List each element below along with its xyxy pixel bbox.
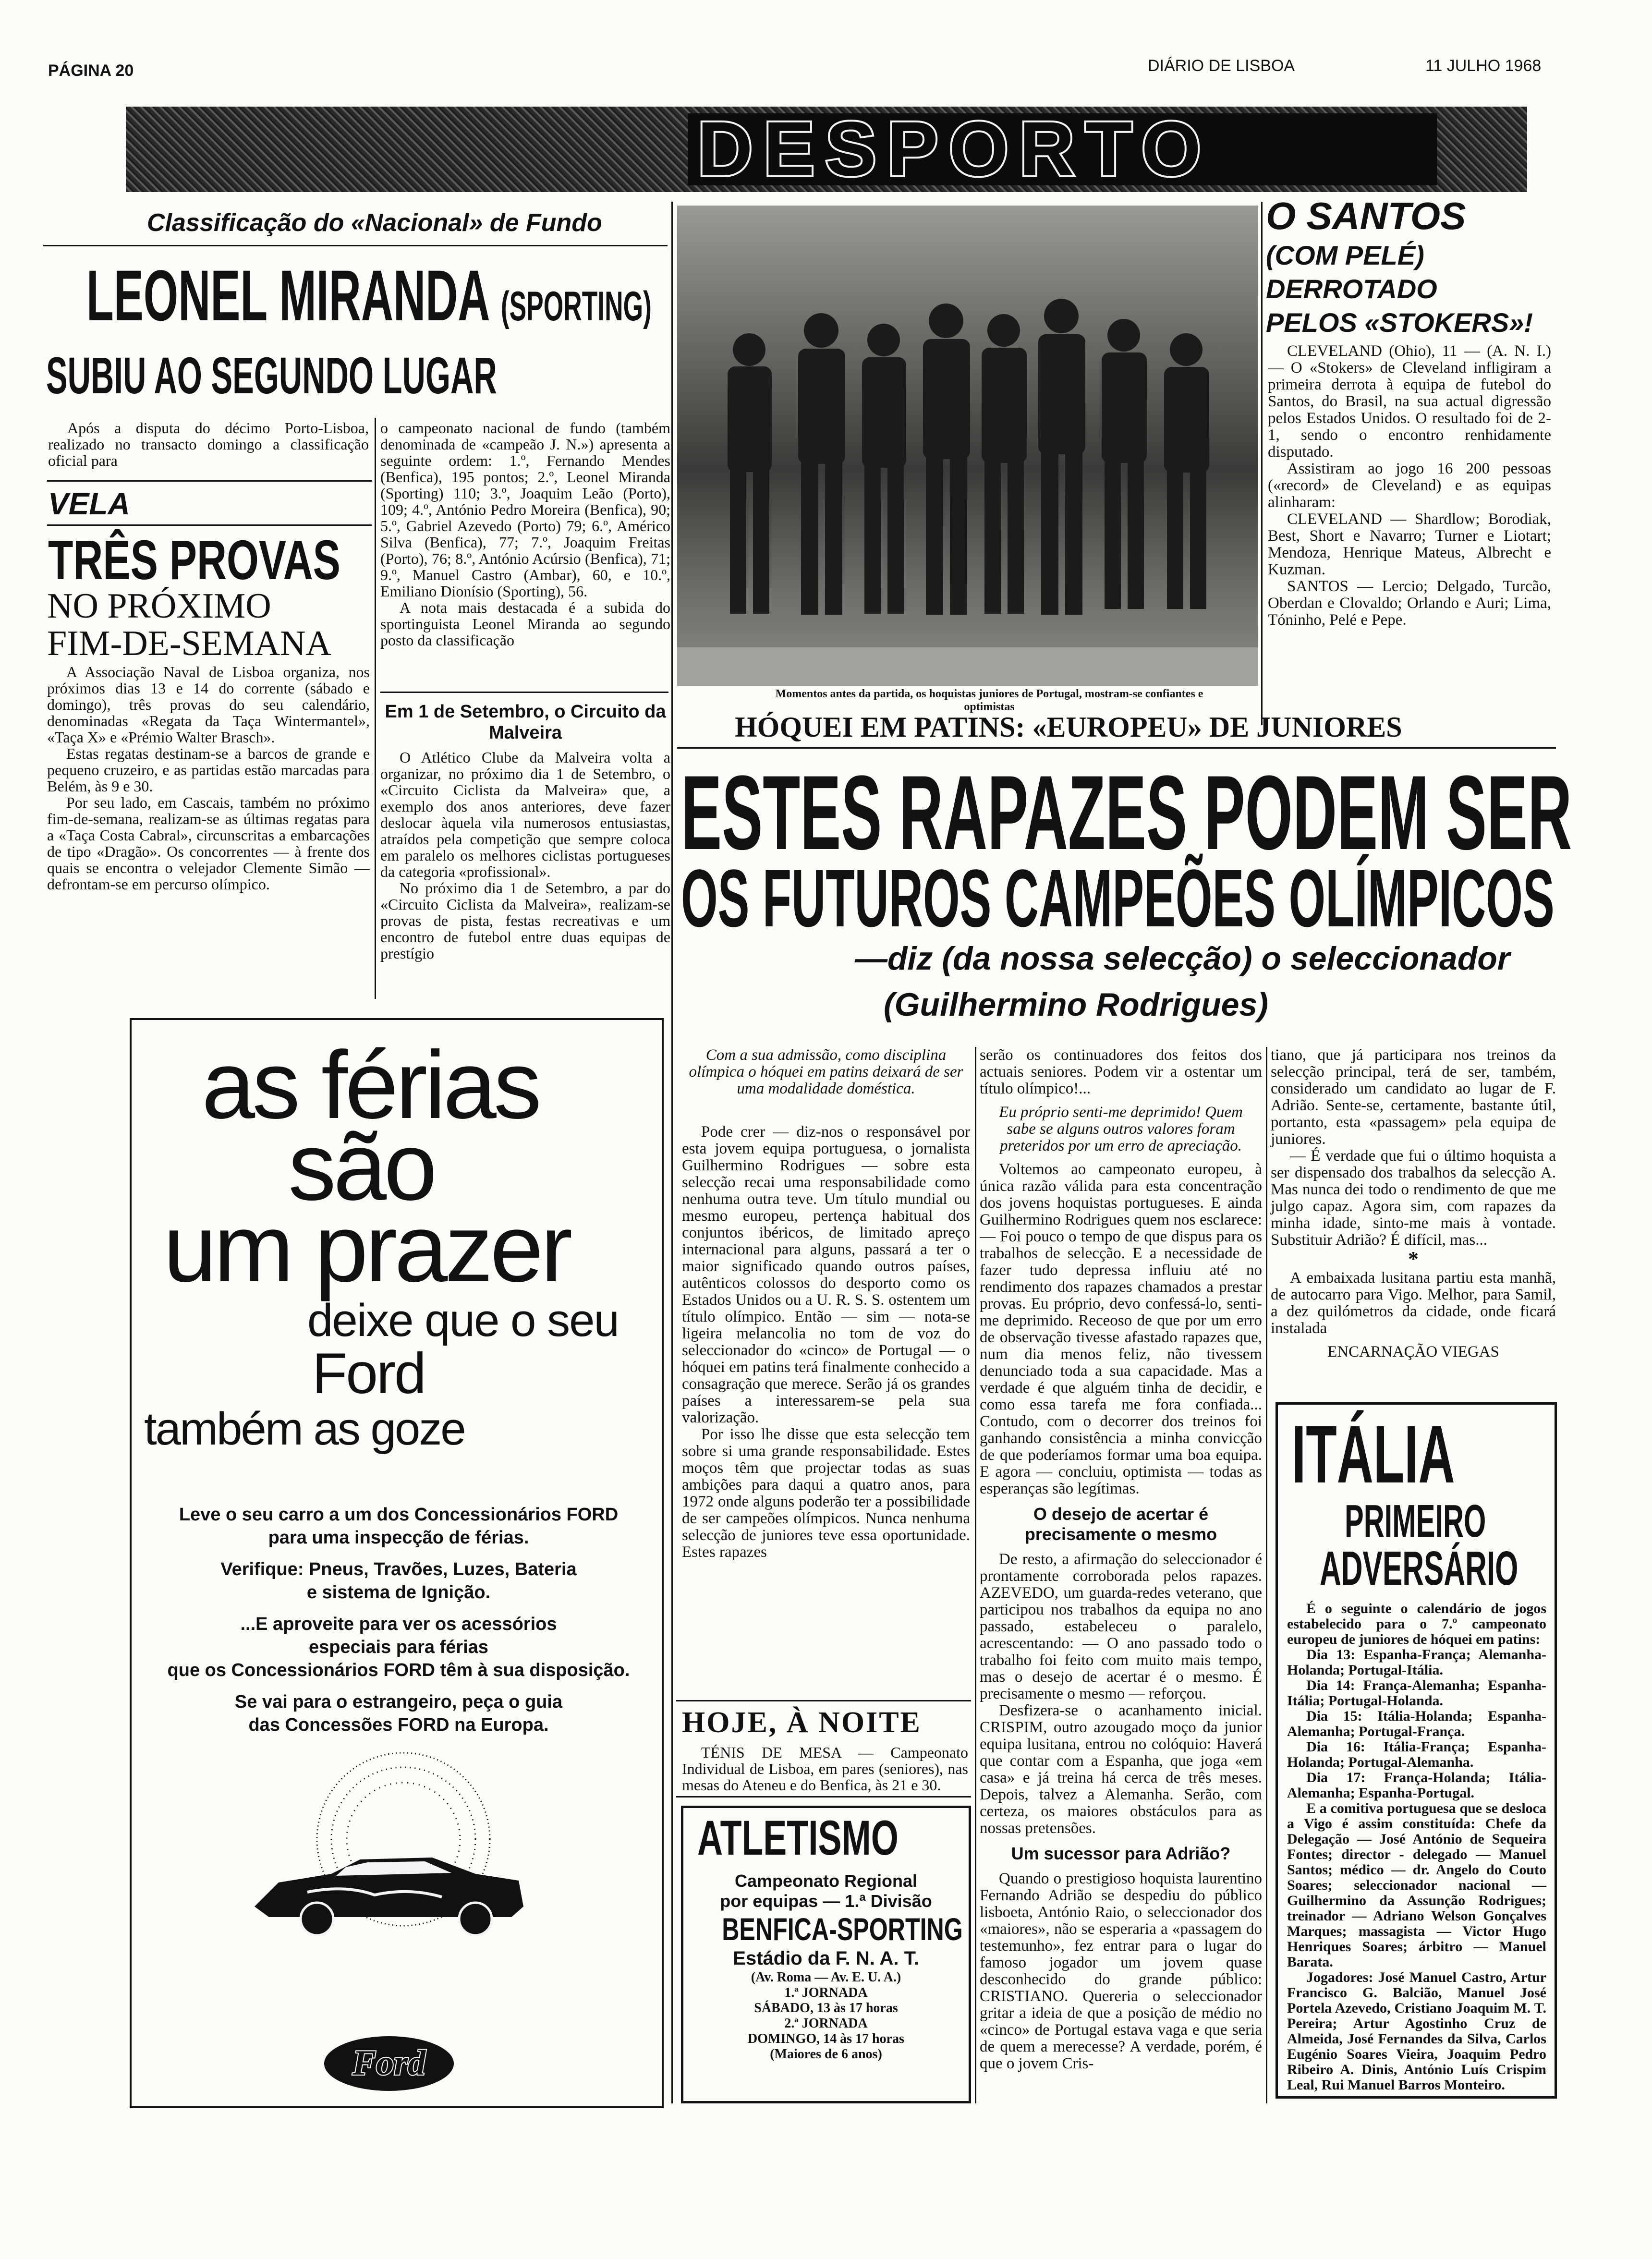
hoquei-deck-2: (Guilhermino Rodrigues) [884,986,1268,1023]
ad-line-1: as férias [202,1032,539,1139]
hoquei-headline-2: OS FUTUROS CAMPEÕES OLÍMPICOS [681,853,1555,944]
vela-body: A Associação Naval de Lisboa organiza, nos próximos dias 13 e 14 do corrente (sábado e domingo), três provas do seu calendário, denominadas «Regata da Taça Wintermantel», «Taça X» e «Prémio Walter Brasch». Estas regatas destinam-se a barcos de grande e pequeno cruzeiro, e as partidas estão marcadas para Belém, às 9 e 30. Por seu lado, em Cascais, também no próximo fim-de-semana, realizam-se as últimas regatas para a «Taça Costa Cabral», circunscritas a embarcações de tipo «Dragão». Os concorrentes — à frente dos quais se encontra o velejador Clemente Simão — defrontam-se em percurso olímpico. [47,663,370,893]
hoquei-headline: ESTES RAPAZES PODEM SER [681,753,1572,872]
nacional-kicker: Classificação do «Nacional» de Fundo [147,209,602,237]
malveira-headline: Em 1 de Setembro, o Circuito da Malveira [385,702,666,743]
photo-caption: Momentos antes da partida, os hoquistas juniores de Portugal, mostram-se confiantes e optimistas [775,688,1203,713]
ford-logo: Ford [324,2036,454,2091]
newspaper-name: DIÁRIO DE LISBOA [1148,57,1295,75]
santos-headline-2: (COM PELÉ) [1266,240,1424,270]
players-illustration [677,206,1258,686]
ad-body: Leve o seu carro a um dos Concessionários FORD para uma inspecção de férias. Verifique: Pneus, Travões, Luzes, Bateria e sistema de Ignição. ...E aproveite para ver os acessórios especiais para férias que os Concessionários FORD têm à sua disposição. Se vai para o estrangeiro, peça o guia das Concessões FORD na Europa. [167,1505,630,1735]
issue-date: 11 JULHO 1968 [1425,57,1542,75]
hoquei-col2: serão os continuadores dos feitos dos actuais seniores. Podem vir a ostentar um título olímpico!... Eu próprio senti-me deprimido! Quem sabe se alguns outros valores foram preteridos por um erro de apreciação. Voltemos ao campeonato europeu, à única razão válida para esta concentração dos jovens hoquistas portugueses. E ainda Guilhermino Rodrigues quem nos esclarece: — Foi pouco o tempo de que dispus para os trabalhos de selecção. E a necessidade de fazer tudo depressa influiu até no rendimento dos rapazes chamados a prestar provas. Eu próprio, devo confessá-lo, senti-me deprimido. Receoso de que por um erro de observação tivesse afastado rapazes que, num dia menos feliz, não tivessem denunciado toda a sua capacidade. Mas a verdade é que alguém tinha de decidir, e como essa tarefa me fora confiada... Contudo, com o decorrer dos treinos foi ganhando consistência a minha convicção de que poderíamos formar uma boa equipa. E agora — concluiu, optimista — todas as esperanças são legítimas. O desejo de acertar é precisamente o mesmo De resto, a afirmação do seleccionador é prontamente corroborada pelos rapazes. AZEVEDO, um guarda-redes veterano, que participou nos trabalhos da equipa no ano passado, estabeleceu o paralelo, acrescentando: — O ano passado todo o trabalho foi feito com muito mais tempo, mas o desejo de acertar é o mesmo. É precisamente o mesmo — reforçou. Desfizera-se o acanhamento inicial. CRISPIM, outro azougado moço da junior equipa lusitana, entrou no colóquio: Haverá que contar com a Espanha, que joga «em casa» e já treina há cerca de três meses. Depois, talvez a Alemanha. Serão, com certeza, os maiores obstáculos para as nossas pretensões. Um sucessor para Adrião? Quando o prestigioso hoquista laurentino Fernando Adrião se despediu do público lisboeta, António Raio, o seleccionador dos «maiores», não se esperaria a «passagem do testemunho», fez entrar para o lugar do famoso jogador um jovem quase desconhecido do grande público: CRISTIANO. Quereria o seleccionador gritar a ideia de que a posição de médio no «cinco» de Portugal estava vaga e que seria de quem a merecesse? A verdade, porém, é que o jovem Cris- [980,1046,1262,2072]
italia-headline-2: PRIMEIRO [1345,1495,1486,1547]
hoje-headline: HOJE, À NOITE [682,1706,922,1739]
hoquei-col1: Pode crer — diz-nos o responsável por esta jovem equipa portuguesa, o jornalista Guilhermino Rodrigues — sobre esta selecção recai uma responsabilidade como nenhuma outra teve. Um título mundial ou mesmo europeu, pertença habitual dos conjuntos ibéricos, de limitado apreço internacional para alguns, passará a ter o maior significado quando outros países, autênticos colossos do desporto como os Estados Unidos ou a U. R. S. S. ostentem um título olímpico. Então — sim — nota-se ligeira melancolia no tom de voz do seleccionador do «cinco» de Portugal — o hóquei em patins terá finalmente conhecido a consagração que merece. Serão já os grandes países a interessarem-se pela sua valorização. Por isso lhe disse que esta selecção tem sobre si uma grande responsabilidade. Estes moços têm que projectar todas as suas ambições para daqui a quatro anos, para 1972 onde alguns poderão ter a possibilidade de ser campeões olímpicos. Nunca nenhuma selecção de juniores teve essa oportunidade. Estes rapazes [682,1123,970,1561]
vela-headline: TRÊS PROVAS [48,529,340,591]
santos-headline-4: PELOS «STOKERS»! [1266,307,1533,338]
italia-body: É o seguinte o calendário de jogos estabelecido para o 7.º campeonato europeu de juniores de hóquei em patins: Dia 13: Espanha-França; Alemanha-Holanda; Portugal-Itália. Dia 14: França-Alemanha; Espanha-Itália; Portugal-Holanda. Dia 15: Itália-Holanda; Espanha-Alemanha; Portugal-França. Dia 16: Itália-França; Espanha-Holanda; Portugal-Alemanha. Dia 17: França-Holanda; Itália-Alemanha; Espanha-Portugal. E a comitiva portuguesa que se desloca a Vigo é assim constituída: Chefe da Delegação — José António de Sequeira Fontes; director - delegado — Manuel Santos; médico — dr. Angelo do Couto Soares; seleccionador nacional — Guilhermino da Assunção Rodrigues; treinador — Adriano Welson Gonçalves Marques; massagista — Victor Hugo Henriques Soares; árbitro — Manuel Barata. Jogadores: José Manuel Castro, Artur Francisco G. Balcião, Manuel José Portela Azevedo, Cristiano Joaquim M. T. Pereira; Artur Agostinho Cruz de Almeida, José Fernandes da Silva, Carlos Eugénio Soares Vieira, Joaquim Pedro Ribeiro A. Dinis, António Luís Crispim Leal, Rui Manuel Barros Monteiro. [1287,1601,1546,2093]
hoquei-lead: Com a sua admissão, como disciplina olímpica o hóquei em patins deixará de ser uma modalidade doméstica. [689,1046,963,1097]
vela-headline-2: NO PRÓXIMO [47,586,271,626]
nacional-col1: Após a disputa do décimo Porto-Lisboa, realizado no transacto domingo a classificação oficial para [48,419,369,469]
hoquei-deck: —diz (da nossa selecção) o seleccionador [855,940,1510,977]
ad-line-6: também as goze [144,1403,465,1455]
hockey-team-photo [677,206,1258,686]
santos-headline: O SANTOS [1266,194,1466,237]
vela-headline-3: FIM-DE-SEMANA [47,624,331,663]
section-title: DESPORTO [697,106,1212,192]
malveira-body: O Atlético Clube da Malveira volta a organizar, no próximo dia 1 de Setembro, o «Circuito Ciclista da Malveira» que, a exemplo dos anos anteriores, deve fazer deslocar àquela vila numerosos entusiastas, atraídos pela competição que sempre coloca em paralelo os melhores ciclistas portugueses da categoria «profissional». No próximo dia 1 de Setembro, a par do «Circuito Ciclista da Malveira», realizam-se provas de pista, festas recreativas e um encontro de futebol entre duas equipas de prestígio [380,749,670,962]
hoquei-subhead: O desejo de acertar é precisamente o mesmo [1024,1504,1217,1544]
ad-line-4: deixe que o seu [307,1295,619,1346]
car-illustration [250,1748,547,1988]
hoquei-quote: Eu próprio senti-me deprimido! Quem sabe se alguns outros valores foram preteridos por um erro de apreciação. [999,1104,1243,1154]
section-banner [126,107,1527,192]
ad-line-2: são [288,1113,435,1220]
santos-headline-3: DERROTADO [1266,274,1437,304]
atletismo-info: Campeonato Regional por equipas — 1.ª Divisão BENFICA-SPORTING Estádio da F. N. A. T. (Av. Roma — Av. E. U. A.) 1.ª JORNADA SÁBADO, 13 às 17 horas 2.ª JORNADA DOMINGO, 14 às 17 horas (Maiores de 6 anos) [720,1871,963,2062]
hoquei-byline: ENCARNAÇÃO VIEGAS [1327,1343,1499,1360]
nacional-headline: LEONEL MIRANDA (SPORTING) [86,255,652,336]
ad-line-5: Ford [312,1341,425,1406]
ad-line-3: um prazer [163,1195,570,1302]
nacional-col2: o campeonato nacional de fundo (também denominada de «campeão J. N.») apresenta a seguinte ordem: 1.º, Fernando Mendes (Benfica), 195 pontos; 2.º, Leonel Miranda (Sporting) 110; 3.º, Joaquim Leão (Porto), 109; 4.º, António Pedro Moreira (Benfica), 90; 5.º, Gabriel Azevedo (Porto) 79; 6.º, Américo Silva (Benfica), 77; 7.º, Joaquim Freitas (Porto), 76; 8.º, António Acúrsio (Benfica), 71; 9.º, Manuel Castro (Ambar), 60, e 10.º, Emiliano Dionísio (Sporting), 56. A nota mais destacada é a subida do sportinguista Leonel Miranda ao segundo posto da classificação [380,419,670,649]
italia-headline: ITÁLIA [1292,1409,1455,1500]
hoje-body: TÉNIS DE MESA — Campeonato Individual de Lisboa, em pares (seniores), nas mesas do Ateneu e do Benfica, às 21 e 30. [682,1744,968,1794]
hoquei-subhead-2: Um sucessor para Adrião? [1011,1844,1231,1863]
separator-star: * [1408,1247,1419,1271]
santos-body: CLEVELAND (Ohio), 11 — (A. N. I.) — O «Stokers» de Cleveland infligiram a primeira derrota à equipa de futebol do Santos, do Brasil, na sua actual digressão pelos Estados Unidos. O resultado foi de 2-1, sendo o encontro renhidamente disputado. Assistiram ao jogo 16 200 pessoas («record» de Cleveland) e as equipas alinharam: CLEVELAND — Shardlow; Borodiak, Best, Short e Navarro; Turner e Liotart; Mendoza, Henrique Mateus, Albrecht e Kuzman. SANTOS — Lercio; Delgado, Turcão, Oberdan e Clovaldo; Orlando e Auri; Lima, Tóninho, Pelé e Pepe. [1268,342,1551,629]
atletismo-title: ATLETISMO [697,1810,899,1865]
hoquei-col3: tiano, que já participara nos treinos da selecção principal, terá de ser, também, considerado um candidato ao lugar de F. Adrião. Sente-se, certamente, bastante útil, portanto, esta «passagem» pela equipa de juniores. — É verdade que fui o último hoquista a ser dispensado dos trabalhos da selecção A. Mas nunca dei todo o rendimento de que me julgo capaz. Agora sim, com rapazes da minha idade, sinto-me mais à vontade. Substituir Adrião? É difícil, mas... * A embaixada lusitana partiu esta manhã, de autocarro para Vigo. Melhor, para Samil, a dez quilómetros da cidade, onde ficará instalada ENCARNAÇÃO VIEGAS [1271,1046,1556,1360]
page-number: PÁGINA 20 [48,61,134,80]
nacional-subheadline: SUBIU AO SEGUNDO LUGAR [46,346,497,404]
vela-kicker: VELA [48,486,130,521]
hoquei-kicker: HÓQUEI EM PATINS: «EUROPEU» DE JUNIORES [735,711,1402,743]
italia-headline-3: ADVERSÁRIO [1320,1542,1518,1595]
